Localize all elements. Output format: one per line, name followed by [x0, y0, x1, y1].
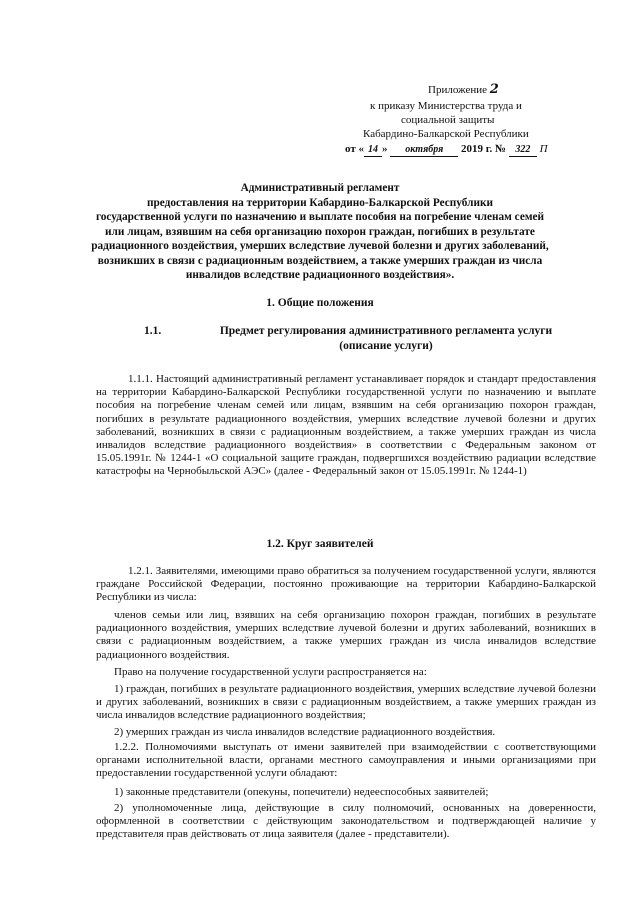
order-reference: к приказу Министерства труда и: [370, 100, 522, 112]
subsection-heading-line: Предмет регулирования административного регламента услуги: [219, 325, 553, 337]
title-line: возникших в связи с радиационным воздействием, а также умерших граждан из числа: [97, 254, 543, 267]
order-day: 14: [364, 143, 382, 157]
title-line: или лицам, взявшим на себя организацию похорон граждан, погибших в результате: [105, 225, 535, 238]
paragraph-1-1-1: 1.1.1. Настоящий административный регламент устанавливает порядок и стандарт предоставления на территории Кабардино-Балкарской Республики государственной услуги по назначению и выплате пособия на погребение членам семей или лицам, взявшим на себя организацию похорон граждан, погибших в результате радиационного воздействия, умерших вследствие лучевой болезни и других заболеваний, возникших в связи с радиационным воздействием, а также умерших граждан из числа инвалидов вследствие радиационного воздействия» в соответствии с Федеральным законом от 15.05.1991г. № 1244-1 «О социальной защите граждан, подвергшихся воздействию радиации вследствие катастрофы на Чернобыльской АЭС» (далее - Федеральный закон от 15.05.1991г. № 1244-1): [96, 373, 596, 478]
paragraph-right: Право на получение государственной услуги распространяется на:: [114, 666, 427, 678]
title-line: инвалидов вследствие радиационного воздействия».: [185, 269, 455, 281]
document-title: [50, 181, 590, 283]
ministry-line: социальной защиты: [401, 114, 495, 126]
date-mid: »: [382, 143, 388, 155]
list-item: 2) умерших граждан из числа инвалидов вследствие радиационного воздействия.: [114, 726, 496, 738]
list-item: 2) уполномоченные лица, действующие в силу полномочий, основанных на доверенности, оформленной в соответствии с действующим законодательством и подтверждающей наличие у представителя прав действовать от лица заявителя (далее - представители).: [96, 802, 596, 841]
order-month: октября: [390, 143, 458, 157]
order-number: 322: [509, 143, 537, 157]
appendix-label: Приложение: [428, 84, 488, 96]
title-line: государственной услуги по назначению и выплате пособия на погребение членам семей: [95, 211, 545, 223]
section-heading: 1. Общие положения: [266, 297, 374, 309]
paragraph-members: членов семьи или лиц, взявших на себя организацию похорон граждан, погибших в результате радиационного воздействия, умерших вследствие лучевой болезни и других заболеваний, возникших в связи с радиационным воздействием, а также умерших граждан из числа инвалидов вследствие радиационного воздействия.: [96, 609, 596, 661]
subsection-heading-line: (описание услуги): [339, 339, 433, 352]
title-line: предоставления на территории Кабардино-Балкарской Республики: [146, 196, 494, 209]
list-item: 1) законные представители (опекуны, попечители) недееспособных заявителей;: [114, 786, 489, 798]
paragraph-1-2-1: 1.2.1. Заявителями, имеющими право обратиться за получением государственной услуги, являются граждане Российской Федерации, постоянно проживающие на территории Кабардино-Балкарской Республики из числа:: [96, 565, 596, 604]
order-year: 2019 г. №: [461, 143, 507, 155]
order-date-line: [345, 143, 548, 157]
subsection-heading: [186, 324, 586, 353]
date-prefix: от «: [345, 143, 365, 155]
appendix-number: 2: [489, 82, 499, 97]
title-line: Административный регламент: [240, 182, 400, 194]
section-heading: 1.2. Круг заявителей: [266, 538, 374, 550]
paragraph-1-2-2: 1.2.2. Полномочиями выступать от имени заявителей при взаимодействии с соответствующими органами исполнительной власти, органами местного самоуправления и иными организациями при предоставлении государственной услуги обладают:: [96, 741, 596, 780]
order-number-suffix: П: [539, 143, 548, 155]
republic-line: Кабардино-Балкарской Республики: [363, 128, 529, 140]
title-line: радиационного воздействия, умерших вследствие лучевой болезни и других заболеваний,: [91, 240, 549, 252]
subsection-number: 1.1.: [144, 325, 162, 337]
list-item: 1) граждан, погибших в результате радиационного воздействия, умерших вследствие лучевой болезни и других заболеваний, возникших в связи с радиационным воздействием, а также умерших граждан из числа инвалидов вследствие радиационного воздействия;: [96, 683, 596, 722]
appendix-label-line: [428, 83, 499, 97]
